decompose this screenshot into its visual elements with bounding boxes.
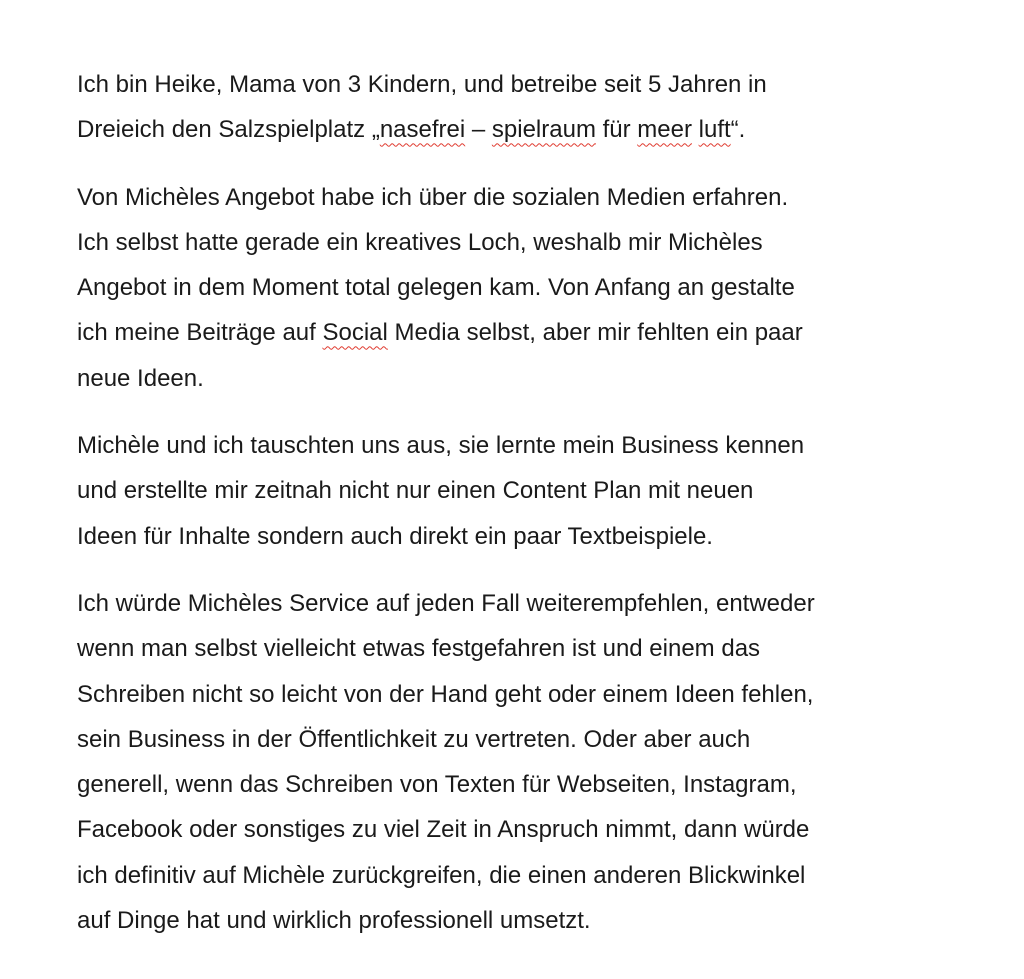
text-line bbox=[77, 62, 977, 107]
text-segment: – bbox=[465, 116, 492, 144]
spellcheck-flagged-word[interactable]: meer bbox=[637, 116, 692, 144]
text-segment: Facebook oder sonstiges zu viel Zeit in Anspruch nimmt, dann würde bbox=[77, 816, 810, 844]
paragraph bbox=[77, 175, 977, 401]
spellcheck-flagged-word[interactable]: nasefrei bbox=[379, 116, 466, 144]
text-segment: für bbox=[595, 116, 638, 144]
text-segment: Schreiben nicht so leicht von der Hand geht oder einem Ideen fehlen, bbox=[77, 680, 814, 708]
text-segment: Ich würde Michèles Service auf jeden Fall weiterempfehlen, entweder bbox=[77, 589, 815, 617]
text-segment: neue Ideen. bbox=[77, 364, 204, 392]
text-segment: wenn man selbst vielleicht etwas festgefahren ist und einem das bbox=[77, 635, 761, 663]
text-segment: Ich bin Heike, Mama von 3 Kindern, und betreibe seit 5 Jahren in bbox=[77, 71, 767, 98]
text-segment: ich definitiv auf Michèle zurückgreifen, die einen anderen Blickwinkel bbox=[77, 861, 806, 889]
text-line bbox=[77, 310, 977, 355]
text-line bbox=[77, 853, 977, 898]
text-segment: sein Business in der Öffentlichkeit zu vertreten. Oder aber auch bbox=[77, 725, 751, 753]
text-segment: und erstellte mir zeitnah nicht nur einen Content Plan mit neuen bbox=[77, 477, 754, 505]
paragraph bbox=[77, 581, 977, 943]
text-line bbox=[77, 514, 977, 559]
text-line bbox=[77, 762, 977, 807]
text-line bbox=[77, 807, 977, 852]
document-body[interactable] bbox=[77, 62, 977, 965]
text-segment: Media selbst, aber mir fehlten ein paar bbox=[387, 319, 803, 347]
text-segment: ich meine Beiträge auf bbox=[77, 319, 323, 347]
text-line bbox=[77, 581, 977, 626]
spellcheck-flagged-word[interactable]: luft bbox=[698, 116, 731, 144]
text-segment: auf Dinge hat und wirklich professionell umsetzt. bbox=[77, 907, 591, 935]
paragraph bbox=[77, 423, 977, 559]
text-line bbox=[77, 356, 977, 401]
text-line bbox=[77, 672, 977, 717]
text-segment: Dreieich den Salzspielplatz „ bbox=[77, 116, 380, 144]
text-segment bbox=[692, 116, 699, 143]
text-line bbox=[77, 265, 977, 310]
text-line bbox=[77, 107, 977, 152]
text-segment: Ich selbst hatte gerade ein kreatives Loch, weshalb mir Michèles bbox=[77, 228, 763, 256]
text-segment: “. bbox=[730, 116, 746, 144]
text-line bbox=[77, 220, 977, 265]
text-line bbox=[77, 175, 977, 220]
text-segment: Von Michèles Angebot habe ich über die sozialen Medien erfahren. bbox=[77, 183, 789, 211]
text-line bbox=[77, 717, 977, 762]
spellcheck-flagged-word[interactable]: Social bbox=[322, 319, 388, 347]
text-segment: Angebot in dem Moment total gelegen kam. Von Anfang an gestalte bbox=[77, 274, 795, 302]
text-line bbox=[77, 626, 977, 671]
spellcheck-flagged-word[interactable]: spielraum bbox=[491, 116, 596, 144]
text-segment: Ideen für Inhalte sondern auch direkt ein paar Textbeispiele. bbox=[77, 522, 713, 550]
text-line bbox=[77, 423, 977, 468]
text-segment: generell, wenn das Schreiben von Texten für Webseiten, Instagram, bbox=[77, 771, 797, 799]
text-line bbox=[77, 898, 977, 943]
paragraph bbox=[77, 62, 977, 153]
text-segment: Michèle und ich tauschten uns aus, sie lernte mein Business kennen bbox=[77, 432, 805, 460]
text-line bbox=[77, 468, 977, 513]
